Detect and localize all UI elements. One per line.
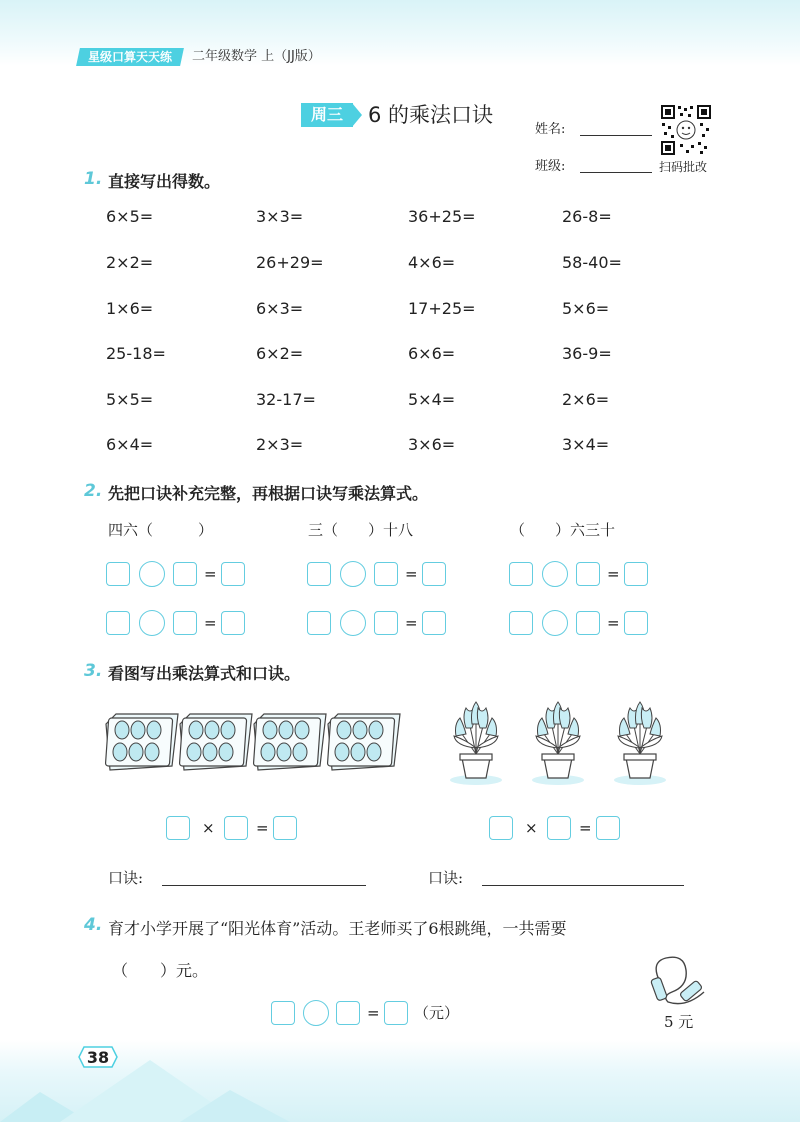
answer-box[interactable] bbox=[489, 816, 513, 840]
calc-item: 6×5= bbox=[106, 207, 154, 226]
calc-item: 3×6= bbox=[408, 435, 456, 454]
operator-circle[interactable] bbox=[542, 610, 568, 636]
footer-decoration bbox=[0, 1040, 800, 1122]
calc-item: 17+25= bbox=[408, 299, 476, 318]
q3-number: 3. bbox=[84, 661, 103, 681]
answer-box[interactable] bbox=[106, 611, 130, 635]
answer-box[interactable] bbox=[624, 611, 648, 635]
calc-item: 2×2= bbox=[106, 253, 154, 272]
calc-item: 26-8= bbox=[562, 207, 612, 226]
calc-item: 3×4= bbox=[562, 435, 610, 454]
equals-sign: = bbox=[405, 614, 418, 632]
calc-item: 32-17= bbox=[256, 390, 316, 409]
price-label: 5 元 bbox=[664, 1013, 694, 1031]
q4-blank: （ ）元。 bbox=[112, 961, 209, 980]
day-badge-arrow bbox=[352, 103, 362, 127]
equals-sign: = bbox=[204, 565, 217, 583]
answer-box[interactable] bbox=[173, 562, 197, 586]
name-field[interactable] bbox=[580, 135, 652, 136]
operator-circle[interactable] bbox=[340, 561, 366, 587]
calc-item: 4×6= bbox=[408, 253, 456, 272]
day-badge: 周三 bbox=[301, 103, 353, 127]
calc-item: 2×3= bbox=[256, 435, 304, 454]
q1-number: 1. bbox=[84, 169, 103, 189]
book-title: 二年级数学 上（JJ版） bbox=[192, 49, 321, 64]
calc-item: 6×6= bbox=[408, 344, 456, 363]
class-field[interactable] bbox=[580, 172, 652, 173]
calc-item: 6×2= bbox=[256, 344, 304, 363]
equals-sign: = bbox=[607, 565, 620, 583]
unit-label: （元） bbox=[414, 1004, 460, 1022]
answer-box[interactable] bbox=[374, 562, 398, 586]
answer-box[interactable] bbox=[273, 816, 297, 840]
series-tag: 星级口算天天练 bbox=[76, 48, 184, 66]
equals-sign: = bbox=[405, 565, 418, 583]
calc-item: 36-9= bbox=[562, 344, 612, 363]
rhyme-label: 口诀: bbox=[428, 869, 464, 887]
calc-item: 36+25= bbox=[408, 207, 476, 226]
rhyme-phrase: （ ）六三十 bbox=[510, 521, 616, 539]
q4-text: 育才小学开展了“阳光体育”活动。王老师买了6根跳绳，一共需要 bbox=[108, 919, 567, 938]
q1-text: 直接写出得数。 bbox=[108, 172, 221, 191]
page-number: 38 bbox=[86, 1048, 110, 1067]
answer-box[interactable] bbox=[384, 1001, 408, 1025]
answer-box[interactable] bbox=[422, 562, 446, 586]
answer-box[interactable] bbox=[576, 611, 600, 635]
rhyme-answer-line[interactable] bbox=[482, 885, 684, 886]
lesson-title: 6 的乘法口诀 bbox=[368, 103, 494, 127]
calc-item: 58-40= bbox=[562, 253, 622, 272]
answer-box[interactable] bbox=[106, 562, 130, 586]
times-sign: × bbox=[202, 819, 215, 837]
jump-rope-illustration bbox=[646, 952, 712, 1008]
flower-pots-illustration bbox=[446, 696, 686, 788]
q2-text: 先把口诀补充完整，再根据口诀写乘法算式。 bbox=[108, 484, 429, 503]
answer-box[interactable] bbox=[596, 816, 620, 840]
answer-box[interactable] bbox=[166, 816, 190, 840]
equals-sign: = bbox=[579, 819, 592, 837]
answer-box[interactable] bbox=[336, 1001, 360, 1025]
qr-code[interactable] bbox=[660, 104, 712, 156]
answer-box[interactable] bbox=[224, 816, 248, 840]
calc-item: 1×6= bbox=[106, 299, 154, 318]
name-label: 姓名: bbox=[535, 122, 566, 137]
calc-item: 25-18= bbox=[106, 344, 166, 363]
answer-box[interactable] bbox=[509, 562, 533, 586]
answer-box[interactable] bbox=[576, 562, 600, 586]
rhyme-label: 口诀: bbox=[108, 869, 144, 887]
answer-box[interactable] bbox=[221, 611, 245, 635]
rhyme-phrase: 三（ ）十八 bbox=[308, 521, 414, 539]
answer-box[interactable] bbox=[221, 562, 245, 586]
qr-caption: 扫码批改 bbox=[659, 160, 708, 174]
answer-box[interactable] bbox=[547, 816, 571, 840]
equals-sign: = bbox=[367, 1004, 380, 1022]
calc-item: 5×6= bbox=[562, 299, 610, 318]
calc-item: 6×3= bbox=[256, 299, 304, 318]
answer-box[interactable] bbox=[422, 611, 446, 635]
calc-item: 3×3= bbox=[256, 207, 304, 226]
class-label: 班级: bbox=[535, 159, 566, 174]
equals-sign: = bbox=[204, 614, 217, 632]
calc-item: 6×4= bbox=[106, 435, 154, 454]
q2-number: 2. bbox=[84, 481, 103, 501]
operator-circle[interactable] bbox=[303, 1000, 329, 1026]
calc-item: 5×4= bbox=[408, 390, 456, 409]
answer-box[interactable] bbox=[509, 611, 533, 635]
q4-number: 4. bbox=[84, 915, 103, 935]
rhyme-answer-line[interactable] bbox=[162, 885, 366, 886]
answer-box[interactable] bbox=[624, 562, 648, 586]
rhyme-phrase: 四六（ ） bbox=[108, 521, 214, 539]
calc-item: 26+29= bbox=[256, 253, 324, 272]
answer-box[interactable] bbox=[374, 611, 398, 635]
operator-circle[interactable] bbox=[139, 561, 165, 587]
calc-item: 2×6= bbox=[562, 390, 610, 409]
operator-circle[interactable] bbox=[139, 610, 165, 636]
q3-text: 看图写出乘法算式和口诀。 bbox=[108, 664, 301, 683]
equals-sign: = bbox=[256, 819, 269, 837]
answer-box[interactable] bbox=[307, 562, 331, 586]
times-sign: × bbox=[525, 819, 538, 837]
egg-trays-illustration bbox=[104, 712, 404, 772]
equals-sign: = bbox=[607, 614, 620, 632]
operator-circle[interactable] bbox=[542, 561, 568, 587]
calc-item: 5×5= bbox=[106, 390, 154, 409]
answer-box[interactable] bbox=[173, 611, 197, 635]
answer-box[interactable] bbox=[271, 1001, 295, 1025]
operator-circle[interactable] bbox=[340, 610, 366, 636]
answer-box[interactable] bbox=[307, 611, 331, 635]
